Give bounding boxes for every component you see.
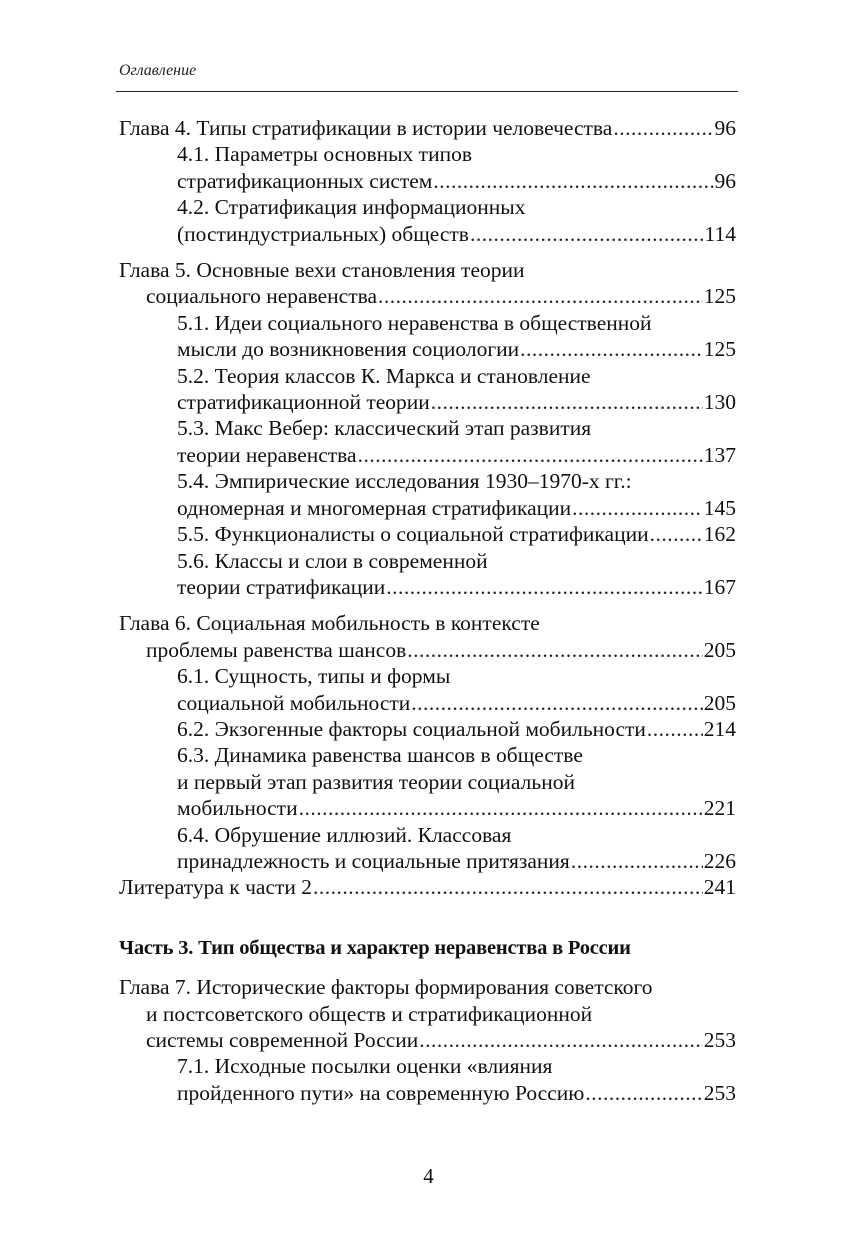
toc-line bbox=[177, 822, 736, 848]
toc-page-number: 114 bbox=[704, 221, 736, 246]
toc-line bbox=[177, 310, 736, 336]
toc-entry-title: мобильности bbox=[177, 796, 298, 821]
toc-page-number: 226 bbox=[703, 848, 736, 873]
toc-line bbox=[177, 389, 736, 415]
toc-entry-title: одномерная и многомерная стратификации bbox=[177, 495, 572, 520]
toc-page-number: 145 bbox=[703, 495, 736, 520]
toc-entry-title: стратификационных систем bbox=[177, 168, 433, 193]
toc-line bbox=[119, 1027, 736, 1053]
toc-entry-title: Литература к части 2 bbox=[119, 875, 313, 900]
toc-entry-title: 6.1. Сущность, типы и формы bbox=[177, 664, 451, 689]
toc-entry-title: 6.3. Динамика равенства шансов в обществе bbox=[177, 743, 583, 768]
toc-page-number: 167 bbox=[703, 574, 736, 599]
toc-section-entry bbox=[119, 742, 736, 821]
toc-page-number: 96 bbox=[714, 168, 736, 193]
toc-page-number: 253 bbox=[703, 1028, 736, 1052]
toc-line bbox=[177, 141, 736, 167]
part-heading: Часть 3. Тип общества и характер неравенства в России bbox=[119, 936, 631, 959]
toc-section-entry bbox=[119, 548, 736, 601]
toc-entry-title: 5.3. Макс Вебер: классический этап развития bbox=[177, 416, 592, 441]
toc-page-number: 96 bbox=[714, 116, 736, 140]
toc-line bbox=[177, 1080, 736, 1106]
toc-entry-title: 5.6. Классы и слои в современной bbox=[177, 548, 488, 573]
toc-entry-title: социального неравенства bbox=[146, 284, 377, 309]
table-of-contents bbox=[119, 115, 736, 1106]
toc-line bbox=[177, 548, 736, 574]
toc-entry-title: 7.1. Исходные посылки оценки «влияния bbox=[177, 1054, 553, 1079]
toc-section-entry bbox=[119, 415, 736, 468]
toc-page-number: 253 bbox=[703, 1080, 736, 1105]
dot-leader bbox=[299, 795, 703, 821]
toc-page-number: 137 bbox=[703, 442, 736, 467]
toc-part-2 bbox=[119, 115, 736, 901]
toc-line bbox=[177, 795, 736, 821]
toc-page-number: 125 bbox=[703, 284, 736, 309]
toc-line bbox=[119, 974, 736, 1000]
toc-chapter-entry bbox=[119, 610, 736, 663]
running-head: Оглавление bbox=[119, 62, 197, 79]
toc-page-number: 130 bbox=[703, 390, 736, 415]
dot-leader bbox=[647, 716, 703, 742]
toc-part-3 bbox=[119, 974, 736, 1106]
toc-line bbox=[177, 690, 736, 716]
toc-line bbox=[119, 115, 736, 141]
toc-line bbox=[177, 521, 736, 547]
toc-line bbox=[177, 769, 736, 795]
toc-page-number: 221 bbox=[703, 796, 736, 821]
toc-entry-title: и первый этап развития теории социальной bbox=[177, 769, 575, 794]
toc-section-entry bbox=[119, 716, 736, 742]
toc-line bbox=[177, 442, 736, 468]
toc-entry-title: пройденного пути» на современную Россию bbox=[177, 1080, 585, 1105]
toc-page-number: 241 bbox=[703, 875, 736, 900]
toc-line bbox=[177, 1053, 736, 1079]
toc-entry-title: Глава 6. Социальная мобильность в контексте bbox=[119, 611, 540, 636]
toc-section-entry bbox=[119, 310, 736, 363]
toc-line bbox=[119, 637, 736, 663]
toc-entry-title: системы современной России bbox=[146, 1028, 419, 1052]
toc-entry-title: проблемы равенства шансов bbox=[146, 637, 407, 662]
dot-leader bbox=[378, 283, 703, 309]
dot-leader bbox=[571, 848, 703, 874]
dot-leader bbox=[470, 221, 704, 247]
toc-entry-title: 6.2. Экзогенные факторы социальной мобильности bbox=[177, 716, 646, 741]
toc-page-number: 205 bbox=[703, 637, 736, 662]
toc-chapter-entry bbox=[119, 257, 736, 310]
header-rule bbox=[116, 91, 738, 92]
toc-line bbox=[177, 468, 736, 494]
dot-leader bbox=[419, 1027, 702, 1053]
dot-leader bbox=[433, 168, 713, 194]
toc-section-entry bbox=[119, 1053, 736, 1106]
dot-leader bbox=[520, 336, 703, 362]
toc-entry-title: Глава 4. Типы стратификации в истории человечества bbox=[119, 116, 613, 140]
toc-entry-title: стратификационной теории bbox=[177, 390, 430, 415]
toc-line bbox=[119, 283, 736, 309]
toc-line bbox=[177, 363, 736, 389]
toc-line bbox=[177, 495, 736, 521]
toc-line bbox=[119, 1001, 736, 1027]
toc-entry-title: 4.1. Параметры основных типов bbox=[177, 142, 472, 167]
toc-line bbox=[177, 574, 736, 600]
page-number: 4 bbox=[423, 1164, 434, 1188]
toc-entry-title: социальной мобильности bbox=[177, 690, 411, 715]
toc-page-number: 162 bbox=[703, 522, 736, 547]
toc-line bbox=[119, 610, 736, 636]
dot-leader bbox=[313, 874, 703, 900]
dot-leader bbox=[411, 690, 702, 716]
toc-entry-title: 5.1. Идеи социального неравенства в общественной bbox=[177, 310, 652, 335]
toc-line bbox=[119, 257, 736, 283]
dot-leader bbox=[407, 637, 703, 663]
toc-entry-title: 4.2. Стратификация информационных bbox=[177, 195, 526, 220]
toc-page-number: 214 bbox=[703, 716, 736, 741]
dot-leader bbox=[358, 442, 703, 468]
toc-line bbox=[177, 168, 736, 194]
toc-line bbox=[177, 336, 736, 362]
toc-chapter-entry bbox=[119, 974, 736, 1053]
toc-page-number: 125 bbox=[703, 337, 736, 362]
toc-entry-title: теории неравенства bbox=[177, 442, 357, 467]
toc-entry-title: 5.2. Теория классов К. Маркса и становление bbox=[177, 363, 591, 388]
dot-leader bbox=[431, 389, 703, 415]
toc-section-entry bbox=[119, 468, 736, 521]
toc-entry-title: мысли до возникновения социологии bbox=[177, 337, 520, 362]
toc-line bbox=[177, 742, 736, 768]
toc-line bbox=[177, 221, 736, 247]
toc-entry-title: 6.4. Обрушение иллюзий. Классовая bbox=[177, 822, 512, 847]
toc-entry-title: теории стратификации bbox=[177, 574, 386, 599]
toc-page-number: 205 bbox=[703, 690, 736, 715]
toc-chapter-entry bbox=[119, 115, 736, 141]
toc-entry-title: 5.4. Эмпирические исследования 1930–1970-х гг.: bbox=[177, 469, 632, 494]
dot-leader bbox=[613, 115, 713, 141]
toc-entry-title: 5.5. Функционалисты о социальной стратификации bbox=[177, 522, 649, 547]
toc-line bbox=[177, 663, 736, 689]
toc-entry-title: (постиндустриальных) обществ bbox=[177, 221, 469, 246]
toc-section-entry bbox=[119, 363, 736, 416]
toc-chapter-entry bbox=[119, 874, 736, 900]
dot-leader bbox=[585, 1080, 702, 1106]
toc-entry-title: и постсоветского обществ и стратификационной bbox=[146, 1001, 593, 1026]
toc-line bbox=[177, 716, 736, 742]
toc-section-entry bbox=[119, 141, 736, 194]
toc-section-entry bbox=[119, 194, 736, 247]
dot-leader bbox=[386, 574, 702, 600]
toc-entry-title: Глава 7. Исторические факторы формирования советского bbox=[119, 975, 653, 1000]
toc-line bbox=[177, 415, 736, 441]
dot-leader bbox=[572, 495, 703, 521]
toc-section-entry bbox=[119, 663, 736, 716]
toc-line bbox=[177, 194, 736, 220]
toc-entry-title: Глава 5. Основные вехи становления теории bbox=[119, 258, 525, 283]
dot-leader bbox=[650, 521, 703, 547]
toc-line bbox=[119, 874, 736, 900]
toc-section-entry bbox=[119, 521, 736, 547]
toc-section-entry bbox=[119, 822, 736, 875]
toc-entry-title: принадлежность и социальные притязания bbox=[177, 848, 570, 873]
toc-line bbox=[177, 848, 736, 874]
